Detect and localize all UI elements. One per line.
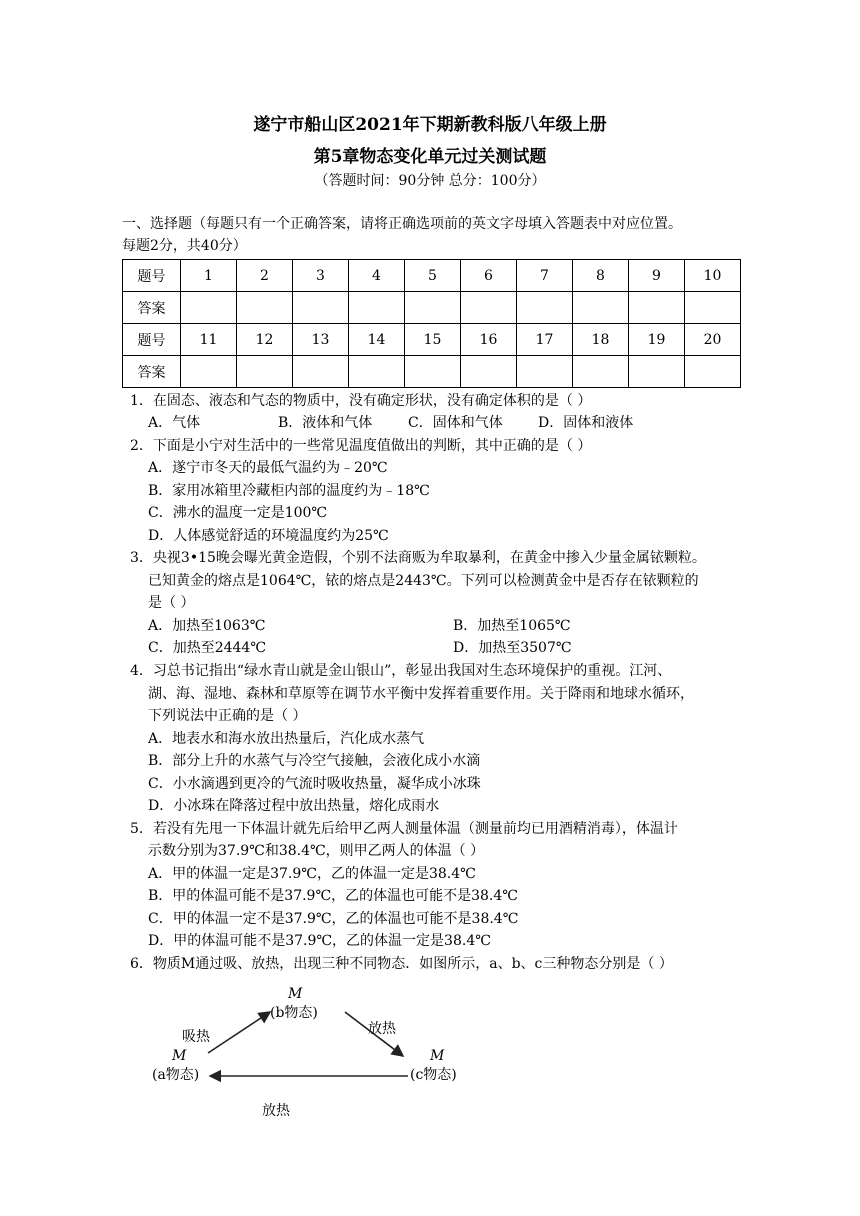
state-change-diagram	[140, 986, 480, 1090]
q2-option-a[interactable]: A．遂宁市冬天的最低气温约为﹣20℃	[148, 460, 388, 476]
q1-option-c[interactable]: C．固体和气体	[408, 415, 503, 431]
q3-option-c[interactable]: C．加热至2444℃	[148, 640, 267, 656]
question-number-cell: 12	[237, 324, 293, 356]
q1-option-b[interactable]: B．液体和气体	[278, 415, 373, 431]
q4-option-b[interactable]: B．部分上升的水蒸气与冷空气接触，会液化成小水滴	[148, 753, 481, 769]
question-number-cell: 3	[293, 260, 349, 292]
arrow-right-label: 放热	[368, 1021, 396, 1037]
instruction-line2: 每题2分，共40分）	[122, 238, 247, 254]
table-row	[123, 324, 741, 356]
question-number-cell: 9	[629, 260, 685, 292]
answer-cell[interactable]	[237, 356, 293, 388]
q5-option-a[interactable]: A．甲的体温一定是37.9℃，乙的体温一定是38.4℃	[148, 866, 476, 882]
q2-option-d[interactable]: D．人体感觉舒适的环境温度约为25℃	[148, 528, 389, 544]
node-top-state: (b物态)	[270, 1005, 318, 1021]
q3-stem-line3: 是（ ）	[148, 595, 195, 611]
answer-cell[interactable]	[181, 292, 237, 324]
node-top-symbol: M	[288, 986, 303, 1002]
node-right-symbol: M	[430, 1048, 445, 1064]
question-number-cell: 7	[517, 260, 573, 292]
answer-cell[interactable]	[517, 292, 573, 324]
exam-title-line2: 第5章物态变化单元过关测试题	[313, 147, 547, 167]
row-label: 题号	[123, 324, 181, 356]
q4-stem-line2: 湖、海、湿地、森林和草原等在调节水平衡中发挥着重要作用。关于降雨和地球水循环，	[148, 686, 694, 702]
q3-options-row1	[148, 615, 758, 637]
question-number-cell: 5	[405, 260, 461, 292]
exam-title-line1: 遂宁市船山区2021年下期新教科版八年级上册	[253, 115, 607, 135]
answer-cell[interactable]	[517, 356, 573, 388]
q5-stem-line2: 示数分别为37.9℃和38.4℃，则甲乙两人的体温（ ）	[148, 843, 485, 859]
answer-cell[interactable]	[405, 292, 461, 324]
answer-cell[interactable]	[629, 292, 685, 324]
q4-stem-line1: 4．习总书记指出“绿水青山就是金山银山”，彰显出我国对生态环境保护的重视。江河、	[130, 663, 672, 679]
answer-cell[interactable]	[461, 292, 517, 324]
answer-cell[interactable]	[293, 292, 349, 324]
answer-cell[interactable]	[405, 356, 461, 388]
q3-option-d[interactable]: D．加热至3507℃	[453, 640, 572, 656]
question-number-cell: 18	[573, 324, 629, 356]
answer-cell[interactable]	[349, 292, 405, 324]
node-left-state: (a物态)	[152, 1067, 200, 1083]
exam-subtitle: （答题时间：90分钟 总分：100分）	[314, 173, 546, 189]
answer-cell[interactable]	[237, 292, 293, 324]
question-number-cell: 6	[461, 260, 517, 292]
table-row	[123, 292, 741, 324]
section1-instructions	[122, 213, 747, 257]
row-label: 答案	[123, 292, 181, 324]
q3-option-b[interactable]: B．加热至1065℃	[453, 618, 571, 634]
answer-table	[122, 259, 741, 388]
answer-cell[interactable]	[349, 356, 405, 388]
question-number-cell: 14	[349, 324, 405, 356]
question-number-cell: 2	[237, 260, 293, 292]
answer-cell[interactable]	[685, 356, 741, 388]
q5-option-b[interactable]: B．甲的体温可能不是37.9℃，乙的体温也可能不是38.4℃	[148, 888, 518, 904]
question-number-cell: 19	[629, 324, 685, 356]
q2-option-c[interactable]: C．沸水的温度一定是100℃	[148, 505, 328, 521]
question-number-cell: 20	[685, 324, 741, 356]
q3-stem-line2: 已知黄金的熔点是1064℃，铱的熔点是2443℃。下列可以检测黄金中是否存在铱颗粒的	[148, 573, 699, 589]
q2-option-b[interactable]: B．家用冰箱里冷藏柜内部的温度约为﹣18℃	[148, 483, 430, 499]
arrow-a-to-b	[208, 1012, 270, 1053]
answer-cell[interactable]	[573, 292, 629, 324]
q4-option-c[interactable]: C．小水滴遇到更冷的气流时吸收热量，凝华成小冰珠	[148, 776, 481, 792]
q2-stem: 2．下面是小宁对生活中的一些常见温度值做出的判断，其中正确的是（ ）	[130, 438, 592, 454]
q5-option-c[interactable]: C．甲的体温一定不是37.9℃，乙的体温也可能不是38.4℃	[148, 911, 519, 927]
table-row	[123, 356, 741, 388]
q1-options	[148, 412, 668, 434]
q1-option-a[interactable]: A．气体	[148, 415, 201, 431]
q5-option-d[interactable]: D．甲的体温可能不是37.9℃，乙的体温一定是38.4℃	[148, 933, 491, 949]
q4-option-a[interactable]: A．地表水和海水放出热量后，汽化成水蒸气	[148, 731, 425, 747]
question-number-cell: 15	[405, 324, 461, 356]
answer-cell[interactable]	[181, 356, 237, 388]
q6-stem: 6．物质M通过吸、放热，出现三种不同物态．如图所示，a、b、c三种物态分别是（ ）	[130, 956, 673, 972]
answer-cell[interactable]	[573, 356, 629, 388]
answer-cell[interactable]	[293, 356, 349, 388]
answer-cell[interactable]	[461, 356, 517, 388]
node-right-state: (c物态)	[410, 1067, 457, 1083]
row-label: 题号	[123, 260, 181, 292]
node-left-symbol: M	[172, 1048, 187, 1064]
q1-stem: 1．在固态、液态和气态的物质中，没有确定形状，没有确定体积的是（ ）	[130, 393, 592, 409]
q4-stem-line3: 下列说法中正确的是（ ）	[148, 708, 307, 724]
question-number-cell: 8	[573, 260, 629, 292]
question-number-cell: 10	[685, 260, 741, 292]
question-number-cell: 1	[181, 260, 237, 292]
q3-options-row2	[148, 637, 758, 659]
table-row	[123, 260, 741, 292]
q4-option-d[interactable]: D．小冰珠在降落过程中放出热量，熔化成雨水	[148, 798, 440, 814]
question-number-cell: 17	[517, 324, 573, 356]
q1-option-d[interactable]: D．固体和液体	[538, 415, 634, 431]
question-number-cell: 4	[349, 260, 405, 292]
arrow-left-label: 吸热	[182, 1029, 210, 1045]
q3-option-a[interactable]: A．加热至1063℃	[148, 618, 266, 634]
question-number-cell: 13	[293, 324, 349, 356]
arrow-bottom-label: 放热	[262, 1103, 290, 1119]
instruction-line1: 一、选择题（每题只有一个正确答案，请将正确选项前的英文字母填入答题表中对应位置。	[122, 216, 682, 232]
row-label: 答案	[123, 356, 181, 388]
q5-stem-line1: 5．若没有先甩一下体温计就先后给甲乙两人测量体温（测量前均已用酒精消毒），体温计	[130, 821, 678, 837]
question-number-cell: 16	[461, 324, 517, 356]
question-number-cell: 11	[181, 324, 237, 356]
q3-stem-line1: 3．央视3•15晚会曝光黄金造假，个别不法商贩为牟取暴利，在黄金中掺入少量金属铱颗粒。	[130, 550, 706, 566]
answer-cell[interactable]	[629, 356, 685, 388]
answer-cell[interactable]	[685, 292, 741, 324]
